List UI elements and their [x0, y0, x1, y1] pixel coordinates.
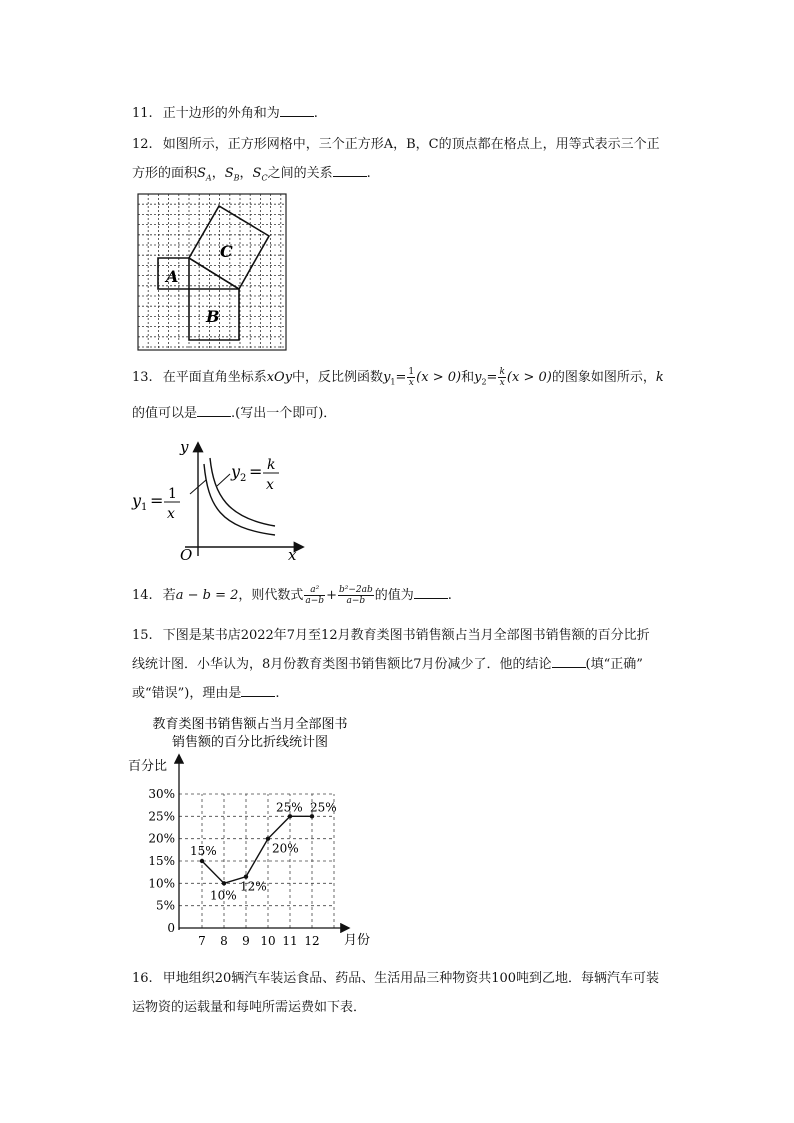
question-number: 11. — [132, 106, 153, 121]
answer-blank-2[interactable] — [241, 682, 275, 697]
and-text: 和 — [461, 370, 475, 385]
question-text-line1: 如图所示，正方形网格中，三个正方形A，B，C的顶点都在格点上，用等式表示三个正 — [162, 137, 660, 152]
fig-y1-label: y — [132, 491, 142, 510]
fig-y2-label: y — [231, 462, 241, 481]
y-tick-label: 30% — [148, 787, 175, 801]
data-label: 12% — [240, 879, 267, 894]
data-point — [310, 814, 314, 818]
question-number: 14. — [132, 588, 153, 603]
question-text-3: 的值为 — [374, 588, 414, 603]
question-text-line1: 下图是某书店2022年7月至12月教育类图书销售额占当月全部图书销售额的百分比折 — [162, 628, 650, 643]
x-tick-labels — [198, 934, 319, 948]
frac-top: 1 — [408, 367, 415, 377]
question-text-line2b: 之间的关系 — [267, 166, 333, 181]
equals: = — [486, 370, 498, 385]
period: . — [275, 686, 280, 701]
period: . — [313, 106, 318, 121]
frac-bot: a−b — [346, 596, 366, 606]
area-sb-sub: B — [233, 173, 240, 183]
data-label: 10% — [210, 888, 237, 903]
fig-eq: = — [150, 491, 164, 510]
answer-blank[interactable] — [414, 584, 448, 599]
frac-bot: a−b — [305, 596, 325, 606]
fraction-2 — [338, 585, 374, 606]
question-text-line2a: 线统计图．小华认为，8月份教育类图书销售额比7月份减少了．他的结论 — [132, 657, 552, 672]
frac-bot: x — [408, 378, 414, 388]
fig-x-1: x — [167, 506, 175, 522]
area-sb: S — [224, 166, 234, 181]
line-chart — [120, 712, 390, 952]
coord-system: xOy — [266, 370, 293, 385]
data-point — [266, 836, 270, 840]
x-axis-label: x — [288, 546, 297, 564]
square-grid-figure — [136, 192, 290, 354]
data-label: 25% — [276, 800, 303, 815]
fig-y1-sub: 1 — [141, 502, 148, 513]
question-text-line2a: 的值可以是 — [132, 405, 198, 421]
y-axis-label: 百分比 — [128, 759, 168, 774]
answer-blank[interactable] — [280, 102, 314, 117]
y-tick-label: 20% — [148, 831, 175, 846]
answer-blank-1[interactable] — [552, 653, 586, 668]
condition-1: (x > 0) — [416, 370, 462, 385]
y-tick-label: 15% — [148, 854, 175, 868]
question-number: 15. — [132, 628, 153, 643]
question-number: 13. — [132, 370, 153, 385]
data-label: 25% — [310, 800, 337, 815]
chart-title-line2: 销售额的百分比折线统计图 — [171, 735, 329, 750]
label-b: B — [206, 307, 220, 326]
data-point — [244, 874, 248, 878]
fig-y2-sub: 2 — [240, 473, 247, 484]
label-c: C — [220, 242, 233, 261]
answer-blank[interactable] — [197, 402, 231, 417]
fraction-1-over-x — [407, 367, 415, 388]
plus: + — [326, 588, 337, 603]
chart-title-line1: 教育类图书销售额占当月全部图书 — [152, 717, 348, 732]
x-tick-label: 8 — [220, 934, 228, 948]
label-a: A — [166, 267, 179, 286]
question-text: 正十边形的外角和为 — [162, 106, 280, 121]
question-text-line2b: .(写出一个即可)． — [231, 405, 337, 421]
question-text-1: 在平面直角坐标系 — [162, 370, 267, 385]
question-text-line3a: 或“错误”)，理由是 — [132, 686, 242, 701]
condition-2: (x > 0) — [506, 370, 552, 385]
y-axis-label: y — [180, 438, 189, 456]
fig-x-2: x — [266, 477, 274, 493]
data-point — [222, 881, 226, 885]
question-text-1: 若 — [162, 588, 176, 603]
x-tick-label: 11 — [282, 934, 298, 948]
triangle-hypotenuse — [189, 258, 239, 289]
condition: a − b = 2 — [175, 588, 239, 603]
question-14 — [132, 581, 692, 610]
question-11 — [132, 99, 692, 128]
question-number: 16. — [132, 971, 153, 986]
y1-symbol: y — [383, 370, 391, 385]
y-tick-label: 0 — [167, 921, 175, 935]
question-16 — [132, 964, 692, 1022]
question-text-line2: 运物资的运载量和每吨所需运费如下表． — [132, 1000, 367, 1015]
question-15 — [132, 621, 692, 708]
inverse-function-graph — [130, 436, 310, 566]
x-tick-label: 9 — [242, 934, 250, 948]
area-sc: S — [252, 166, 262, 181]
question-text-line2b: (填“正确” — [585, 657, 643, 672]
question-text-2: 中，反比例函数 — [292, 370, 384, 385]
question-number: 12. — [132, 137, 153, 152]
data-labels — [190, 800, 337, 902]
y-tick-labels — [148, 787, 175, 935]
y2-symbol: y — [474, 370, 482, 385]
frac-top: b²−2ab — [338, 585, 373, 595]
y2-pointer — [217, 474, 230, 486]
answer-blank[interactable] — [333, 162, 367, 177]
area-sa: S — [197, 166, 206, 181]
x-tick-label: 12 — [304, 934, 320, 948]
fig-k: k — [267, 457, 276, 473]
period: . — [447, 588, 452, 603]
area-sc-sub: C — [261, 173, 268, 183]
y-tick-label: 25% — [148, 809, 175, 824]
origin-label: O — [180, 546, 193, 564]
question-text-2: ，则代数式 — [238, 588, 304, 603]
frac-bot: x — [499, 378, 505, 388]
y-tick-label: 10% — [148, 876, 175, 891]
k-symbol: k — [655, 370, 664, 385]
x-axis-label: 月份 — [344, 933, 371, 948]
fig-eq-2: = — [249, 462, 263, 481]
fig-one: 1 — [168, 486, 177, 502]
data-label: 20% — [272, 841, 299, 856]
question-text-line1: 甲地组织20辆汽车装运食品、药品、生活用品三种物资共100吨到乙地．每辆汽车可装 — [162, 971, 660, 986]
area-sa-sub: A — [205, 173, 212, 183]
y-tick-label: 5% — [155, 898, 175, 913]
frac-top: a² — [304, 585, 325, 596]
frac-top: k — [499, 367, 505, 377]
y1-sub: 1 — [390, 377, 396, 387]
question-12: 12. 如图所示，正方形网格中，三个正方形A，B，C的顶点都在格点上，用等式表示三个正 方形的面积$S_A$，$S_B$，$S_C$之间的关系 . — [132, 137, 660, 183]
y2-sub: 2 — [481, 377, 487, 387]
data-label: 15% — [190, 844, 217, 858]
question-text-line2a: 方形的面积 — [132, 166, 198, 181]
question-text-3: 的图象如图所示， — [551, 370, 656, 385]
question-13 — [132, 363, 692, 428]
x-tick-label: 7 — [198, 934, 206, 948]
equals: = — [395, 370, 407, 385]
data-point — [200, 859, 204, 863]
period: . — [366, 166, 371, 181]
data-point — [288, 814, 292, 818]
x-tick-label: 10 — [260, 934, 276, 948]
fraction-1 — [304, 585, 325, 606]
fraction-k-over-x — [498, 367, 505, 388]
